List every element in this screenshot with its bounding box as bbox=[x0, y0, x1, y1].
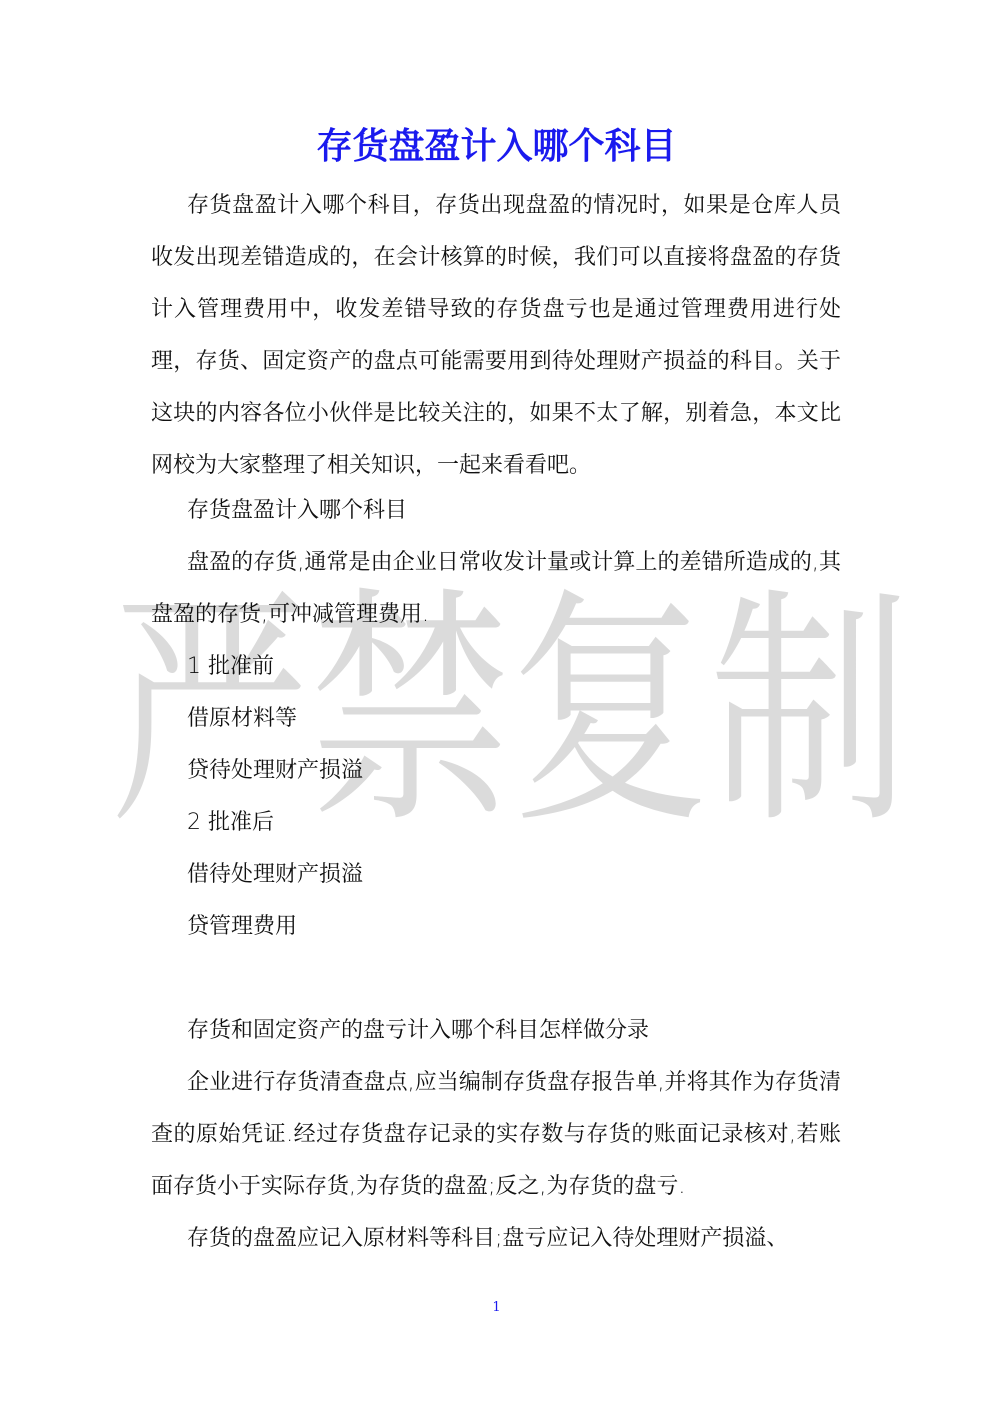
watermark-text: 严禁复制 bbox=[110, 566, 910, 838]
entry-2-credit: 贷管理费用 bbox=[187, 914, 298, 939]
document-title: 存货盘盈计入哪个科目 bbox=[316, 125, 677, 167]
paragraph-3: 存货的盘盈应记入原材料等科目;盘亏应记入待处理财产损溢、 bbox=[187, 1226, 789, 1251]
step-2: 2 批准后 bbox=[187, 810, 274, 835]
paragraph-1: 盘盈的存货,通常是由企业日常收发计量或计算上的差错所造成的,其盘盈的存货,可冲减管理费用. bbox=[151, 550, 841, 627]
intro-paragraph: 存货盘盈计入哪个科目，存货出现盘盈的情况时，如果是仓库人员收发出现差错造成的，在会计核算的时候，我们可以直接将盘盈的存货计入管理费用中，收发差错导致的存货盘亏也是通过管理费用进行处理，存货、固定资产的盘点可能需要用到待处理财产损益的科目。关于这块的内容各位小伙伴是比较关注的，如果不太了解，别着急，本文比网校为大家整理了相关知识，一起来看看吧。 bbox=[151, 193, 841, 478]
page-number: 1 bbox=[492, 1300, 501, 1315]
entry-1-debit: 借原材料等 bbox=[187, 706, 298, 731]
entry-1-credit: 贷待处理财产损溢 bbox=[187, 758, 364, 783]
section-heading-2: 存货和固定资产的盘亏计入哪个科目怎样做分录 bbox=[187, 1018, 650, 1043]
entry-2-debit: 借待处理财产损溢 bbox=[187, 862, 364, 887]
step-1: 1 批准前 bbox=[187, 654, 274, 679]
paragraph-2: 企业进行存货清查盘点,应当编制存货盘存报告单,并将其作为存货清查的原始凭证.经过存货盘存记录的实存数与存货的账面记录核对,若账面存货小于实际存货,为存货的盘盈;反之,为存货的盘亏. bbox=[151, 1070, 841, 1199]
section-heading-1: 存货盘盈计入哪个科目 bbox=[187, 498, 408, 523]
